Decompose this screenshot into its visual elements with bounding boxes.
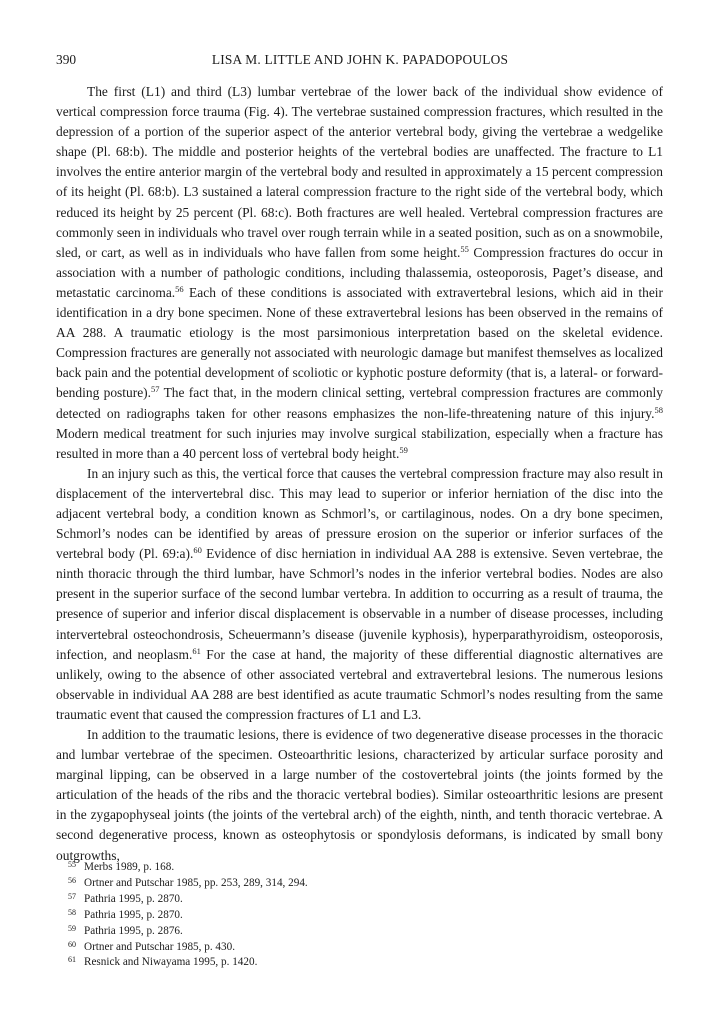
- paragraph-text: Compression fractures do occur in association with a number of pathologic conditions, including thalassemia, osteoporosis, Paget’s disease, and metastatic carcinoma.: [56, 244, 664, 300]
- running-head: [56, 52, 664, 72]
- footnote: [68, 860, 658, 876]
- footnote-number: 58: [68, 907, 76, 917]
- footnote-ref[interactable]: 55: [460, 243, 469, 254]
- paragraph-text: In an injury such as this, the vertical force that causes the vertebral compression fracture may also result in displacement of the intervertebral disc. This may lead to superior or inferior herniation of the disc into the adjacent vertebral body, a condition known as Schmorl’s, or cartilaginous, nodes. On a dry bone specimen, Schmorl’s nodes can be identified by areas of pressure erosion on the superior or inferior surfaces of the vertebral body (Pl. 69:a).: [56, 465, 663, 562]
- footnote-number: 59: [68, 923, 76, 933]
- footnote-text: Pathria 1995, p. 2876.: [84, 924, 183, 937]
- footnotes: [68, 860, 658, 971]
- paragraph-text: Modern medical treatment for such injuries may involve surgical stabilization, especially when a fracture has resulted in more than a 40 percent loss of vertebral body height.: [56, 425, 663, 461]
- footnote-text: Merbs 1989, p. 168.: [84, 861, 175, 873]
- paragraph: [56, 725, 663, 866]
- paragraph-text: Evidence of disc herniation in individual AA 288 is extensive. Seven vertebrae, the ninth thoracic through the third lumbar, have Schmorl’s nodes in the inferior vertebral bodies. Nodes are also present in the superior surface of the second lumbar vertebra. In addition to occurring as a result of trauma, the presence of superior and inferior discal displacement is observable in a number of disease processes, including intervertebral osteochondrosis, Scheuermann’s disease (juvenile kyphosis), hyperparathyroidism, osteoporosis, infection, and neoplasm.: [56, 546, 663, 662]
- page-number: 390: [56, 52, 77, 67]
- footnote: [68, 940, 658, 956]
- footnote-number: 55: [68, 860, 76, 869]
- footnote-number: 56: [68, 875, 76, 885]
- footnote: [68, 924, 658, 940]
- footnote-text: Pathria 1995, p. 2870.: [84, 892, 183, 905]
- footnote: [68, 908, 658, 924]
- footnote-ref[interactable]: 61: [192, 645, 201, 656]
- body-text: [56, 82, 663, 866]
- running-head-authors: LISA M. LITTLE AND JOHN K. PAPADOPOULOS: [211, 52, 509, 67]
- footnote-text: Pathria 1995, p. 2870.: [84, 908, 183, 921]
- paragraph-text: Each of these conditions is associated with extravertebral lesions, which aid in their identification in a dry bone specimen. None of these extravertebral lesions has been observed in the remains of AA 288. A traumatic etiology is the most parsimonious interpretation based on the skeletal evidence. Compression fractures are generally not associated with neurologic damage but manifest themselves as localized back pain and the potential development of scoliotic or kyphotic posture deformity (that is, a lateral- or forward-bending posture).: [56, 284, 663, 401]
- footnote: [68, 876, 658, 892]
- footnote-ref[interactable]: 59: [399, 444, 408, 455]
- footnote: [68, 955, 658, 971]
- footnote-number: 61: [68, 955, 76, 965]
- footnote-number: 60: [68, 939, 76, 949]
- footnote-text: Ortner and Putschar 1985, p. 430.: [84, 940, 236, 953]
- footnote-ref[interactable]: 56: [175, 283, 184, 294]
- footnote-ref[interactable]: 58: [654, 404, 663, 415]
- footnote-ref[interactable]: 57: [151, 384, 160, 395]
- footnote-ref[interactable]: 60: [193, 545, 202, 556]
- paragraph: [56, 82, 663, 464]
- footnote: [68, 892, 658, 908]
- footnote-text: Ortner and Putschar 1985, pp. 253, 289, 314, 294.: [84, 876, 308, 889]
- footnote-number: 57: [68, 891, 76, 901]
- paragraph-text: The fact that, in the modern clinical setting, vertebral compression fractures are commonly detected on radiographs taken for other reasons emphasizes the non-life-threatening nature of this injury.: [56, 385, 663, 421]
- footnote-text: Resnick and Niwayama 1995, p. 1420.: [84, 956, 258, 969]
- paragraph-text: In addition to the traumatic lesions, there is evidence of two degenerative disease processes in the thoracic and lumbar vertebrae of the specimen. Osteoarthritic lesions, characterized by articular surface porosity and marginal lipping, can be observed in a large number of the costovertebral joints (the joints formed by the articulation of the heads of the ribs and the thoracic vertebral bodies). Similar osteoarthritic lesions are present in the zygapophyseal joints (the joints of the vertebral arch) of the eighth, ninth, and tenth thoracic vertebrae. A second degenerative process, known as osteophytosis or spondylosis deformans, is indicated by small bony outgrowths,: [56, 727, 663, 863]
- paragraph: [56, 464, 663, 725]
- paragraph-text: The first (L1) and third (L3) lumbar vertebrae of the lower back of the individual show evidence of vertical compression force trauma (Fig. 4). The vertebrae sustained compression fractures, which resulted in the depression of a portion of the superior aspect of the anterior vertebral body, giving the vertebrae a wedgelike shape (Pl. 68:b). The middle and posterior heights of the vertebral bodies are unaffected. The fracture to L1 involves the entire anterior margin of the vertebral body and resulted in approximately a 15 percent compression of its height (Pl. 68:b). L3 sustained a lateral compression fracture to the right side of the vertebral body, which reduced its height by 25 percent (Pl. 68:c). Both fractures are well healed. Vertebral compression fractures are commonly seen in individuals who travel over rough terrain while in a seated position, such as on a snowmobile, sled, or cart, as well as in individuals who have fallen from some height.: [56, 84, 663, 260]
- paragraph-text: For the case at hand, the majority of these differential diagnostic alternatives are unlikely, owing to the absence of other associated vertebral and extravertebral lesions. The numerous lesions observable in individual AA 288 are best identified as acute traumatic Schmorl’s nodes resulting from the same traumatic event that caused the compression fractures of L1 and L3.: [56, 646, 663, 722]
